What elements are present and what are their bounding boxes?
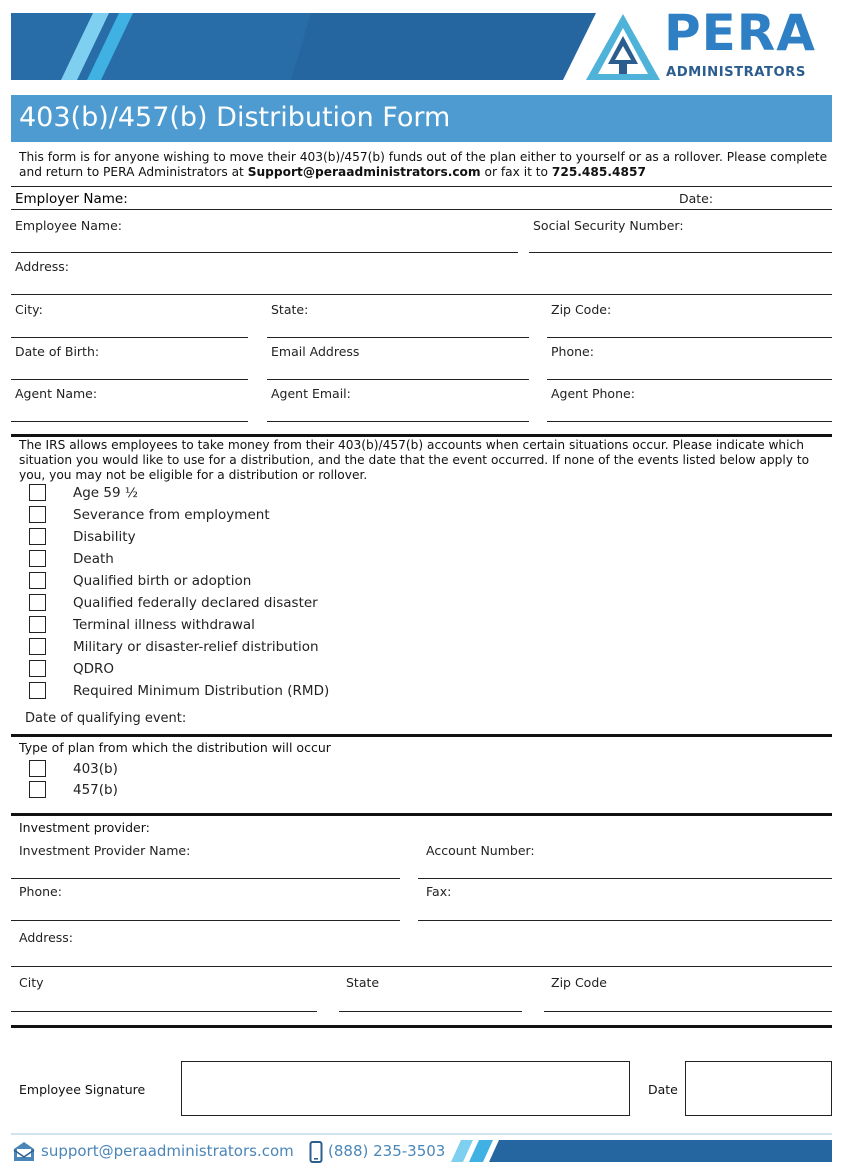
event-checkbox-terminal-illness[interactable] (29, 616, 46, 633)
events-intro: The IRS allows employees to take money from their 403(b)/457(b) accounts when certain situations occur. Please indicate which situation you would like to use for a distribution, and the date that the event occurred. If none of the events listed below apply to you, you may not be eligible for a distribution or rollover. (19, 438, 810, 482)
agent-phone-line (547, 421, 832, 422)
footer (11, 1133, 832, 1167)
provider-state-line (339, 1011, 522, 1012)
ssn-line (529, 252, 832, 253)
event-label-death: Death (73, 551, 114, 567)
agent-phone-input[interactable] (547, 402, 832, 420)
provider-name-label: Investment Provider Name: (19, 843, 191, 858)
event-checkbox-severance[interactable] (29, 506, 46, 523)
event-checkbox-qdro[interactable] (29, 660, 46, 677)
footer-stripes-graphic (447, 1140, 832, 1162)
provider-state-input[interactable] (339, 992, 522, 1010)
intro-text-part1: This form is for anyone wishing to move their 403(b)/457(b) funds out of the plan either to yourself or as a rollover. Please complete and return to PERA Administrators at (19, 150, 828, 179)
zip-line (547, 337, 832, 338)
event-checkbox-birth-adoption[interactable] (29, 572, 46, 589)
pera-logo (586, 4, 830, 84)
agent-phone-label: Agent Phone: (551, 386, 635, 401)
event-label-disability: Disability (73, 529, 136, 545)
footer-top-rule (11, 1133, 832, 1135)
dob-label: Date of Birth: (15, 344, 100, 359)
zip-label: Zip Code: (551, 302, 612, 317)
section-divider (11, 734, 832, 737)
provider-zip-label: Zip Code (551, 975, 607, 990)
plan-label-457b: 457(b) (73, 782, 118, 798)
section-divider (11, 1025, 832, 1028)
zip-input[interactable] (547, 318, 832, 336)
state-line (267, 337, 529, 338)
employer-name-label: Employer Name: (15, 191, 128, 207)
email-label: Email Address (271, 344, 360, 359)
event-checkbox-age-59[interactable] (29, 484, 46, 501)
event-date-label: Date of qualifying event: (25, 711, 187, 726)
employee-name-input[interactable] (11, 234, 518, 252)
agent-email-label: Agent Email: (271, 386, 351, 401)
event-label-military: Military or disaster-relief distribution (73, 639, 319, 655)
phone-label: Phone: (551, 344, 594, 359)
event-date-input[interactable] (200, 709, 500, 727)
phone-line (547, 379, 832, 380)
account-number-line (418, 878, 832, 879)
event-checkbox-disability[interactable] (29, 528, 46, 545)
agent-email-line (267, 421, 529, 422)
event-label-disaster: Qualified federally declared disaster (73, 595, 318, 611)
logo-subtitle: ADMINISTRATORS (666, 65, 806, 80)
provider-fax-line (418, 920, 832, 921)
title-bar (11, 95, 832, 142)
employer-name-input[interactable] (140, 190, 660, 207)
mail-icon (13, 1141, 35, 1163)
dob-input[interactable] (11, 360, 248, 378)
provider-fax-label: Fax: (426, 884, 452, 899)
provider-fax-input[interactable] (418, 901, 832, 919)
divider (11, 209, 832, 210)
address-label: Address: (15, 259, 69, 274)
event-label-terminal-illness: Terminal illness withdrawal (73, 617, 255, 633)
provider-address-label: Address: (19, 930, 73, 945)
signature-date-box[interactable] (685, 1061, 832, 1116)
provider-city-line (11, 1011, 317, 1012)
dob-line (11, 379, 248, 380)
provider-name-input[interactable] (11, 860, 400, 878)
provider-phone-label: Phone: (19, 884, 62, 899)
provider-name-line (11, 878, 400, 879)
intro-text-part2: or fax it to (480, 165, 552, 179)
provider-phone-line (11, 920, 400, 921)
state-label: State: (271, 302, 309, 317)
provider-address-line (11, 966, 832, 967)
logo-name: PERA (664, 4, 816, 62)
plan-checkbox-457b[interactable] (29, 781, 46, 798)
plan-type-label: Type of plan from which the distribution will occur (19, 740, 331, 755)
event-checkbox-death[interactable] (29, 550, 46, 567)
account-number-input[interactable] (418, 860, 832, 878)
employee-name-label: Employee Name: (15, 218, 122, 233)
event-label-severance: Severance from employment (73, 507, 270, 523)
agent-name-line (11, 421, 248, 422)
provider-zip-line (544, 1011, 832, 1012)
page-title: 403(b)/457(b) Distribution Form (19, 102, 451, 133)
plan-label-403b: 403(b) (73, 761, 118, 777)
provider-city-label: City (19, 975, 44, 990)
employee-name-line (11, 252, 518, 253)
plan-checkbox-403b[interactable] (29, 760, 46, 777)
section-divider (11, 434, 832, 437)
event-checkbox-military[interactable] (29, 638, 46, 655)
footer-email[interactable]: support@peraadministrators.com (41, 1142, 294, 1160)
agent-name-label: Agent Name: (15, 386, 98, 401)
phone-icon (309, 1141, 323, 1163)
address-input[interactable] (11, 276, 832, 294)
provider-state-label: State (346, 975, 380, 990)
event-checkbox-disaster[interactable] (29, 594, 46, 611)
intro-text (19, 150, 831, 180)
section-divider (11, 813, 832, 816)
event-checkbox-rmd[interactable] (29, 682, 46, 699)
event-label-birth-adoption: Qualified birth or adoption (73, 573, 252, 589)
provider-address-input[interactable] (11, 946, 832, 964)
signature-box[interactable] (181, 1061, 630, 1116)
city-label: City: (15, 302, 43, 317)
provider-zip-input[interactable] (544, 992, 832, 1010)
footer-phone[interactable]: (888) 235-3503 (328, 1142, 446, 1160)
intro-fax: 725.485.4857 (551, 165, 646, 179)
provider-city-input[interactable] (11, 992, 317, 1010)
divider (11, 186, 832, 187)
ssn-label: Social Security Number: (533, 218, 684, 233)
provider-heading: Investment provider: (19, 820, 150, 835)
phone-input[interactable] (547, 360, 832, 378)
provider-phone-input[interactable] (11, 901, 400, 919)
event-label-rmd: Required Minimum Distribution (RMD) (73, 683, 330, 699)
pera-logo-mark-icon (586, 12, 664, 84)
account-number-label: Account Number: (426, 843, 535, 858)
ssn-input[interactable] (529, 234, 832, 252)
email-input[interactable] (267, 360, 529, 378)
city-line (11, 337, 248, 338)
signature-date-label: Date (648, 1082, 678, 1097)
event-label-age-59: Age 59 ½ (73, 485, 138, 501)
agent-name-input[interactable] (11, 402, 248, 420)
intro-email[interactable]: Support@peraadministrators.com (247, 165, 481, 179)
email-line (267, 379, 529, 380)
date-label: Date: (679, 191, 714, 206)
date-input[interactable] (715, 190, 830, 207)
agent-email-input[interactable] (267, 402, 529, 420)
address-line (11, 294, 832, 295)
state-input[interactable] (267, 318, 529, 336)
signature-label: Employee Signature (19, 1082, 146, 1097)
event-label-qdro: QDRO (73, 661, 115, 677)
city-input[interactable] (11, 318, 248, 336)
